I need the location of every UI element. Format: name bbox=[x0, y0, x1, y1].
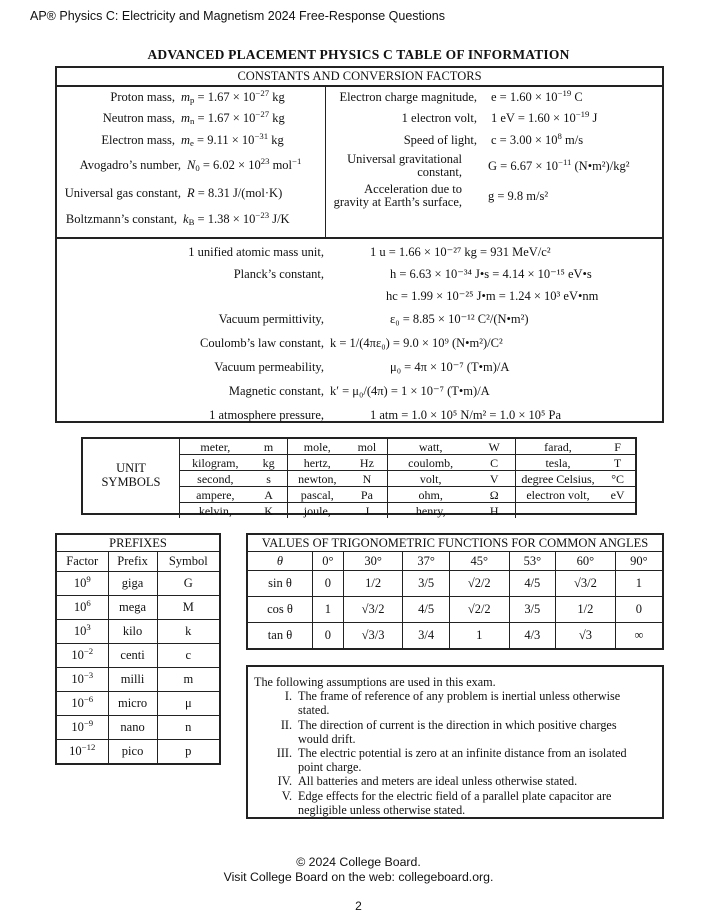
assumptions-box bbox=[246, 665, 664, 819]
unit-symbols-box bbox=[81, 437, 637, 518]
constant-row bbox=[57, 403, 662, 427]
constant-value: $m_p = 1.67 \times 10^{-27}$ kg bbox=[181, 88, 285, 106]
symbol: m bbox=[181, 111, 191, 125]
assumptions-list bbox=[254, 689, 658, 817]
symbol: R bbox=[187, 186, 195, 200]
unit-name bbox=[515, 503, 600, 519]
constant-row bbox=[57, 355, 662, 379]
prefix-factor: $10^{-2}$ bbox=[56, 644, 108, 668]
exponent: −3 bbox=[83, 670, 94, 681]
assumption-line: Edge effects for the electric field of a parallel plate capacitor are bbox=[298, 788, 612, 803]
constant-row bbox=[57, 307, 662, 331]
exponent: −27 bbox=[255, 109, 270, 120]
exponent: 8 bbox=[557, 130, 562, 141]
visit-link: Visit College Board on the web: collegeboard.org. bbox=[223, 870, 494, 884]
unit-name: watt, bbox=[387, 439, 473, 455]
constant-label: Electron charge magnitude, bbox=[339, 90, 477, 104]
constant-label: Electron mass, bbox=[101, 133, 175, 147]
constant-label: Avogadro’s number, bbox=[79, 158, 181, 172]
prefix-factor: $10^{-3}$ bbox=[56, 668, 108, 692]
constant-value: ε₀ = 8.85 × 10⁻¹² C²/(N•m²) bbox=[390, 312, 529, 326]
unit-name: degree Celsius, bbox=[515, 471, 600, 487]
assumption-line: The frame of reference of any problem is inertial unless otherwise bbox=[298, 689, 621, 704]
angle-header: 37° bbox=[403, 552, 449, 571]
unit-symbol: V bbox=[474, 471, 516, 487]
constant-value: $c = 3.00 \times 10^8$ m/s bbox=[491, 130, 584, 147]
constant-label: Boltzmann’s constant, bbox=[65, 212, 177, 226]
unit-name: electron volt, bbox=[515, 487, 600, 503]
assumption-line: The direction of current is the direction in which positive charges bbox=[298, 717, 617, 732]
trig-function-name: cos θ bbox=[247, 597, 313, 623]
constant-value: k = 1/(4πε₀) = 9.0 × 10⁹ (N•m²)/C² bbox=[330, 336, 503, 350]
exponent: −31 bbox=[254, 131, 269, 142]
constant-value: $m_n = 1.67 \times 10^{-27}$ kg bbox=[181, 109, 285, 127]
constant-row bbox=[31, 179, 297, 207]
constant-value: 1 u = 1.66 × 10⁻²⁷ kg = 931 MeV/c² bbox=[370, 245, 551, 259]
unit-name: mole, bbox=[287, 439, 347, 455]
theta: θ bbox=[276, 553, 284, 568]
trig-value: 1 bbox=[615, 571, 663, 597]
unit-name: ohm, bbox=[387, 487, 473, 503]
subscript: e bbox=[190, 138, 194, 149]
constant-value: h = 6.63 × 10⁻³⁴ J•s = 4.14 × 10⁻¹⁵ eV•s bbox=[390, 267, 592, 281]
unit-symbol: s bbox=[251, 471, 287, 487]
constant-value: 1 eV = $1.60 \times 10^{-19}$ J bbox=[491, 108, 598, 125]
trig-table bbox=[246, 533, 664, 650]
constant-label: Magnetic constant, bbox=[228, 384, 324, 398]
constant-row bbox=[57, 263, 662, 285]
angle-header: 90° bbox=[615, 552, 663, 571]
prefix-factor: $10^{-9}$ bbox=[56, 716, 108, 740]
copyright: © 2024 College Board. bbox=[296, 855, 421, 869]
prefix-row bbox=[56, 644, 220, 668]
trig-value: √3 bbox=[556, 623, 616, 650]
assumption-text bbox=[298, 718, 658, 746]
trig-value: √2/2 bbox=[449, 597, 509, 623]
constant-label: Speed of light, bbox=[403, 132, 477, 147]
constant-label: Neutron mass, bbox=[102, 111, 175, 125]
unit-symbol: Ω bbox=[474, 487, 516, 503]
unit-symbol bbox=[600, 503, 635, 519]
prefix-column-header: Factor bbox=[56, 552, 108, 572]
constant-label: Proton mass, bbox=[110, 90, 175, 104]
prefix-row bbox=[56, 620, 220, 644]
trig-value: √3/2 bbox=[556, 571, 616, 597]
page-title: ADVANCED PLACEMENT PHYSICS C TABLE OF INFORMATION bbox=[147, 47, 570, 62]
subscript: p bbox=[190, 95, 195, 106]
trig-function-name: sin θ bbox=[247, 571, 313, 597]
assumption-line: The electric potential is zero at an infinite distance from an isolated bbox=[298, 746, 627, 761]
prefix-factor: $10^9$ bbox=[56, 572, 108, 596]
unit-name: farad, bbox=[515, 439, 600, 455]
exponent: −12 bbox=[81, 742, 96, 753]
prefixes-table bbox=[55, 533, 221, 765]
unit-name: second, bbox=[180, 471, 251, 487]
unit-name: joule, bbox=[303, 503, 331, 518]
assumption-number: II. bbox=[280, 717, 292, 732]
constant-label: Universal gravitational constant, bbox=[347, 152, 462, 179]
unit-symbol: J bbox=[347, 503, 387, 519]
trig-value: 1 bbox=[313, 597, 344, 623]
prefix-row bbox=[56, 596, 220, 620]
subscript: n bbox=[190, 116, 195, 127]
constant-row bbox=[327, 107, 662, 129]
assumption-item bbox=[254, 789, 658, 817]
prefix-symbol: G bbox=[157, 572, 220, 596]
assumption-text bbox=[298, 789, 658, 817]
unit-symbol: m bbox=[251, 439, 287, 455]
constant-value: hc = 1.99 × 10⁻²⁵ J•m = 1.24 × 10³ eV•nm bbox=[386, 289, 599, 303]
assumption-text bbox=[298, 746, 658, 774]
constant-row bbox=[57, 129, 323, 151]
unit-symbol: K bbox=[251, 503, 287, 519]
assumption-text bbox=[298, 774, 658, 788]
constant-row bbox=[47, 207, 313, 232]
prefix-symbol: k bbox=[157, 620, 220, 644]
footer bbox=[0, 855, 717, 885]
trig-value: 0 bbox=[615, 597, 663, 623]
angle-header: 0° bbox=[313, 552, 344, 571]
assumption-number: IV. bbox=[277, 774, 292, 789]
prefix-name: mega bbox=[108, 596, 157, 620]
unit-name: hertz, bbox=[287, 455, 347, 471]
trig-value: √2/2 bbox=[449, 571, 509, 597]
subscript: B bbox=[188, 217, 195, 228]
prefix-name: centi bbox=[108, 644, 157, 668]
trig-value: 4/5 bbox=[403, 597, 449, 623]
assumption-item bbox=[254, 746, 658, 774]
prefix-symbol: n bbox=[157, 716, 220, 740]
trig-value: 3/4 bbox=[403, 623, 449, 650]
trig-value: 1 bbox=[449, 623, 509, 650]
unit-name: coulomb, bbox=[387, 455, 473, 471]
trig-row bbox=[247, 597, 663, 623]
angle-header: 30° bbox=[343, 552, 403, 571]
prefix-row bbox=[56, 572, 220, 596]
prefix-factor: $10^6$ bbox=[56, 596, 108, 620]
prefix-name: giga bbox=[108, 572, 157, 596]
unit-symbols-label: UNIT SYMBOLS bbox=[101, 461, 161, 489]
constants-box bbox=[55, 66, 664, 423]
exponent: −11 bbox=[558, 156, 572, 167]
prefix-column-header: Prefix bbox=[108, 552, 157, 572]
constant-value: $m_e = 9.11 \times 10^{-31}$ kg bbox=[181, 131, 284, 149]
unit-row bbox=[180, 503, 636, 519]
trig-heading: VALUES OF TRIGONOMETRIC FUNCTIONS FOR COMMON ANGLES bbox=[247, 534, 663, 552]
unit-symbol: °C bbox=[600, 471, 635, 487]
assumptions-intro: The following assumptions are used in this exam. bbox=[254, 675, 496, 689]
unit-symbol: C bbox=[474, 455, 516, 471]
prefix-row bbox=[56, 668, 220, 692]
assumption-line: All batteries and meters are ideal unless otherwise stated. bbox=[298, 774, 578, 789]
constant-row bbox=[327, 181, 662, 211]
unit-symbol: A bbox=[251, 487, 287, 503]
trig-value: 1/2 bbox=[556, 597, 616, 623]
exponent: 3 bbox=[86, 622, 91, 633]
constants-divider bbox=[57, 237, 662, 239]
prefix-name: milli bbox=[108, 668, 157, 692]
constant-row bbox=[57, 285, 662, 307]
prefix-name: kilo bbox=[108, 620, 157, 644]
exponent: 9 bbox=[86, 574, 91, 585]
constant-label: 1 unified atomic mass unit, bbox=[188, 245, 324, 259]
trig-heading-row bbox=[247, 534, 663, 552]
trig-value: 3/5 bbox=[403, 571, 449, 597]
exponent: 23 bbox=[260, 156, 270, 167]
unit-name: tesla, bbox=[515, 455, 600, 471]
unit-symbol: Hz bbox=[347, 455, 387, 471]
unit-name: pascal, bbox=[287, 487, 347, 503]
assumption-item bbox=[254, 718, 658, 746]
page-header: AP® Physics C: Electricity and Magnetism 2024 Free-Response Questions bbox=[30, 9, 445, 23]
constant-row bbox=[57, 107, 323, 129]
trig-value: √3/2 bbox=[343, 597, 403, 623]
unit-symbol: W bbox=[474, 439, 516, 455]
theta-label bbox=[247, 552, 313, 571]
prefix-row bbox=[56, 716, 220, 740]
assumption-number: V. bbox=[281, 788, 292, 803]
unit-symbol: N bbox=[347, 471, 387, 487]
unit-symbol: F bbox=[600, 439, 635, 455]
unit-symbol: eV bbox=[600, 487, 635, 503]
constant-row bbox=[57, 379, 662, 403]
trig-function-name: tan θ bbox=[247, 623, 313, 650]
trig-value: 0 bbox=[313, 623, 344, 650]
trig-value: 1/2 bbox=[343, 571, 403, 597]
assumption-line: point charge. bbox=[298, 760, 362, 775]
prefix-name: nano bbox=[108, 716, 157, 740]
assumption-line: would drift. bbox=[298, 731, 356, 746]
exponent: −19 bbox=[557, 88, 572, 99]
prefix-name: micro bbox=[108, 692, 157, 716]
assumption-item bbox=[254, 774, 658, 788]
unit-symbol: H bbox=[474, 503, 516, 519]
constant-label: Coulomb’s law constant, bbox=[200, 336, 324, 350]
symbol: N bbox=[187, 158, 196, 172]
assumption-line: negligible unless otherwise stated. bbox=[298, 802, 466, 817]
constant-value: g = 9.8 m/s² bbox=[488, 188, 549, 203]
trig-row bbox=[247, 571, 663, 597]
unit-symbol: mol bbox=[347, 439, 387, 455]
constant-value: $N_0 = 6.02 \times 10^{23}$ mol$^{-1}$ bbox=[187, 156, 302, 174]
prefix-symbol: M bbox=[157, 596, 220, 620]
constant-label: Vacuum permittivity, bbox=[218, 312, 324, 326]
exponent: −9 bbox=[83, 718, 94, 729]
prefix-symbol: m bbox=[157, 668, 220, 692]
symbol: m bbox=[181, 133, 191, 147]
constant-row bbox=[327, 129, 662, 151]
constant-row bbox=[327, 88, 662, 107]
prefix-column-header: Symbol bbox=[157, 552, 220, 572]
unit-row bbox=[180, 471, 636, 487]
page-number: 2 bbox=[355, 899, 362, 913]
constant-value: k′ = μ₀/(4π) = 1 × 10⁻⁷ (T•m)/A bbox=[330, 384, 490, 398]
prefix-row bbox=[56, 740, 220, 765]
constant-row bbox=[57, 241, 662, 263]
assumption-text bbox=[298, 689, 658, 717]
trig-value: ∞ bbox=[615, 623, 663, 650]
angle-header: 45° bbox=[449, 552, 509, 571]
prefix-factor: $10^{-12}$ bbox=[56, 740, 108, 765]
unit-name: kelvin, bbox=[198, 503, 232, 518]
unit-name: ampere, bbox=[180, 487, 251, 503]
constant-label: Universal gas constant, bbox=[64, 186, 181, 200]
symbol: m bbox=[181, 90, 191, 104]
exponent: −6 bbox=[83, 694, 94, 705]
angle-header: 60° bbox=[556, 552, 616, 571]
symbol: k bbox=[183, 212, 189, 226]
prefix-factor: $10^3$ bbox=[56, 620, 108, 644]
trig-value: 3/5 bbox=[509, 597, 555, 623]
prefix-columns-row bbox=[56, 552, 220, 572]
constant-value: R = 8.31 J/(mol·K) bbox=[187, 186, 283, 200]
constants-vertical-divider bbox=[325, 87, 326, 237]
trig-value: 0 bbox=[313, 571, 344, 597]
constant-row bbox=[57, 88, 323, 107]
trig-value: 4/5 bbox=[509, 571, 555, 597]
constant-value: μ₀ = 4π × 10⁻⁷ (T•m)/A bbox=[390, 360, 510, 374]
unit-name: henry, bbox=[415, 503, 446, 518]
constant-value: $k_B = 1.38 \times 10^{-23}$ J/K bbox=[183, 210, 290, 228]
unit-name: volt, bbox=[387, 471, 473, 487]
assumption-number: III. bbox=[276, 746, 292, 761]
constant-label: Vacuum permeability, bbox=[214, 360, 324, 374]
unit-row bbox=[180, 455, 636, 471]
prefix-symbol: c bbox=[157, 644, 220, 668]
exponent: −2 bbox=[83, 646, 94, 657]
constant-value: $G = 6.67 \times 10^{-11}$ (N•m²)/kg² bbox=[488, 156, 630, 173]
exponent: −19 bbox=[575, 108, 590, 119]
exponent: −27 bbox=[255, 88, 270, 99]
unit-row bbox=[180, 439, 636, 455]
constant-label: 1 atmosphere pressure, bbox=[209, 408, 324, 422]
constant-row bbox=[57, 331, 662, 355]
prefix-symbol: μ bbox=[157, 692, 220, 716]
unit-symbol: T bbox=[600, 455, 635, 471]
constant-row bbox=[31, 151, 302, 179]
constant-label: Planck’s constant, bbox=[233, 267, 324, 281]
trig-row bbox=[247, 623, 663, 650]
constant-value: 1 atm = 1.0 × 10⁵ N/m² = 1.0 × 10⁵ Pa bbox=[370, 408, 562, 422]
constant-value: $e = 1.60 \times 10^{-19}$ C bbox=[491, 88, 583, 104]
constants-heading: CONSTANTS AND CONVERSION FACTORS bbox=[57, 68, 662, 87]
constant-label: 1 electron volt, bbox=[401, 110, 477, 125]
trig-value: √3/3 bbox=[343, 623, 403, 650]
prefix-row bbox=[56, 692, 220, 716]
trig-angle-row bbox=[247, 552, 663, 571]
prefix-name: pico bbox=[108, 740, 157, 765]
prefix-symbol: p bbox=[157, 740, 220, 765]
exponent: −23 bbox=[255, 210, 270, 221]
angle-header: 53° bbox=[509, 552, 555, 571]
assumption-line: stated. bbox=[298, 703, 330, 718]
unit-name: meter, bbox=[180, 439, 251, 455]
unit-row bbox=[180, 487, 636, 503]
prefixes-heading: PREFIXES bbox=[56, 534, 220, 552]
unit-name: newton, bbox=[287, 471, 347, 487]
prefix-heading-row bbox=[56, 534, 220, 552]
prefix-factor: $10^{-6}$ bbox=[56, 692, 108, 716]
exponent: 6 bbox=[86, 598, 91, 609]
subscript: 0 bbox=[195, 163, 200, 174]
trig-value: 4/3 bbox=[509, 623, 555, 650]
unit-symbol: kg bbox=[251, 455, 287, 471]
assumption-number: I. bbox=[284, 689, 292, 704]
unit-name: kilogram, bbox=[180, 455, 251, 471]
assumption-item bbox=[254, 689, 658, 717]
constant-label: Acceleration due to gravity at Earth’s surface, bbox=[333, 182, 462, 209]
constant-row bbox=[327, 151, 662, 181]
unit-symbols-table bbox=[179, 439, 635, 518]
unit-symbol: Pa bbox=[347, 487, 387, 503]
exponent: −1 bbox=[292, 156, 302, 167]
